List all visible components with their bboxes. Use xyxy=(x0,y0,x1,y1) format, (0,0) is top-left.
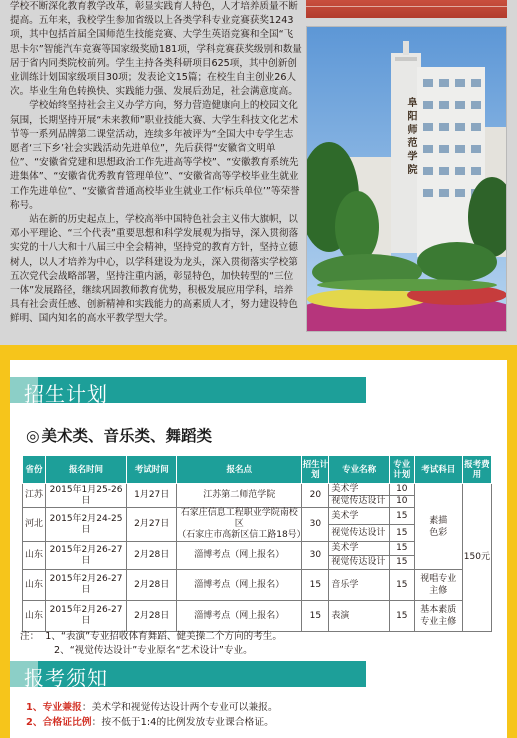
cell-subject-dance xyxy=(414,601,462,632)
table-row xyxy=(23,601,492,632)
cell-fee: 150元 xyxy=(462,484,491,632)
intro-paragraph-1: 学校不断深化教育教学改革，彰显实践育人特色，人才培养质量不断提高。五年来，我校学生参加省级以上各类学科专业竞赛获奖1243项，其中包括首届全国师范生技能竞赛、大学生英语竞赛和全国“飞思卡尔”智能汽车竞赛等国家级奖励181项，学科竞赛获奖级别和数量居于省内同类院校前列。学生主持各类科研项目625项，其中创新创业训练计划国家级项目30项；发表论文15篇；在校生自主创业26人次。毕业生角色转换快、实践能力强、发展后劲足，社会满意度高。 xyxy=(10,1,302,98)
cell-province: 山东 xyxy=(23,570,46,601)
requirement-text: 美术学和视觉传达设计两个专业可以兼报。 xyxy=(91,702,278,713)
cell-reg-time: 2015年2月26-27日 xyxy=(45,570,126,601)
section-title-band-plan xyxy=(10,377,366,406)
notes xyxy=(20,630,282,658)
cell-reg-time: 2015年2月24-25日 xyxy=(45,508,126,542)
site-address: （石家庄市高新区信工路18号） xyxy=(177,530,306,540)
cell-site: 淄博考点（网上报名） xyxy=(177,542,302,570)
cell-site: 江苏第二师范学院 xyxy=(177,484,302,508)
cell-reg-time: 2015年1月25-26日 xyxy=(45,484,126,508)
cell-major: 美术学 xyxy=(329,508,389,525)
requirement-item-2 xyxy=(26,715,278,730)
table-row xyxy=(23,570,492,601)
subject-dance-text: 基本素质专业主修 xyxy=(420,605,457,627)
subject-art-text: 素描色彩 xyxy=(429,515,448,538)
requirement-separator: ： xyxy=(81,702,92,713)
cell-plan: 20 xyxy=(302,484,329,508)
building-sign: 阜 阳 师 范 学 院 xyxy=(405,97,416,175)
cell-reg-time: 2015年2月26-27日 xyxy=(45,542,126,570)
cell-province: 山东 xyxy=(23,542,46,570)
requirements-list xyxy=(26,700,278,730)
section-title-band-notice xyxy=(10,661,366,690)
cell-quota: 15 xyxy=(389,525,414,542)
notes-label: 注： xyxy=(20,631,40,642)
section-title-notice: 报考须知 xyxy=(24,666,108,690)
intro-paragraph-2: 学校始终坚持社会主义办学方向，努力营造健康向上的校园文化氛围，长期坚持开展“未来教师”职业技能大赛、大学生科技文化艺术节等一系列品牌第二课堂活动，连续多年被评为“全国大中专学生志愿者‘三下乡’社会实践活动先进单位”，先后获得“安徽省文明单位”、“安徽省党建和思想政治工作先进高等学校”、“安徽教育系统先进集体”、“安徽省优秀教育管理单位”、“安徽省高等学校毕业生就业工作先进单位”、“安徽省普通高校毕业生就业工作‘标兵单位’”等荣誉称号。 xyxy=(10,100,300,211)
category-heading-text: 美术类、音乐类、舞蹈类 xyxy=(41,427,213,445)
cell-major: 音乐学 xyxy=(329,570,389,601)
cell-major: 表演 xyxy=(329,601,389,632)
bullet-circle-icon: ◎ xyxy=(26,427,40,445)
header-major-plan: 专业计划 xyxy=(389,456,414,484)
cell-exam-time: 1月27日 xyxy=(127,484,177,508)
requirement-item-1 xyxy=(26,700,278,715)
cell-plan: 15 xyxy=(302,570,329,601)
requirement-label: 1、专业兼报 xyxy=(26,702,82,713)
header-reg-time: 报名时间 xyxy=(45,456,126,484)
intro-paragraph-3: 站在新的历史起点上，学校高举中国特色社会主义伟大旗帜，以邓小平理论、“三个代表”重要思想和科学发展观为指导，深入贯彻落实党的十八大和十八届三中全会精神，坚持党的教育方针，坚持立德树人，以人才培养为中心，以学科建设为龙头，深入贯彻落实学校第五次党代会战略部署，坚持注重内涵，彰显特色，加快转型的“三位一体”发展路径，继续巩固教师教育优势，积极发展应用学科，培养具有社会责任感、创新精神和实践能力的高素质人才，努力建设特色鲜明、国内知名的高水平教学型大学。 xyxy=(10,214,299,325)
enrollment-plan-table xyxy=(22,455,492,632)
section-title-plan: 招生计划 xyxy=(24,382,108,406)
campus-building-photo xyxy=(306,26,507,332)
cell-major: 视觉传达设计 xyxy=(329,496,389,508)
cell-province: 河北 xyxy=(23,508,46,542)
requirement-label: 2、合格证比例 xyxy=(26,717,92,728)
table-header-row xyxy=(23,456,492,484)
note-item-2: 2、“视觉传达设计”专业原名“艺术设计”专业。 xyxy=(54,645,253,656)
cell-exam-time: 2月28日 xyxy=(127,601,177,632)
header-site: 报名点 xyxy=(177,456,302,484)
intro-section xyxy=(0,0,517,345)
cell-reg-time: 2015年2月26-27日 xyxy=(45,601,126,632)
cell-site: 淄博考点（网上报名） xyxy=(177,601,302,632)
cell-quota: 15 xyxy=(389,601,414,632)
requirement-separator: ： xyxy=(91,717,102,728)
running-track-photo xyxy=(306,0,507,18)
cell-quota: 10 xyxy=(389,496,414,508)
note-text-1: 1、“表演”专业招收体育舞蹈、健美操二个方向的考生。 xyxy=(45,631,282,642)
table-row xyxy=(23,484,492,496)
site-name: 石家庄信息工程职业学院南校区 xyxy=(180,508,298,529)
cell-plan: 30 xyxy=(302,542,329,570)
cell-province: 江苏 xyxy=(23,484,46,508)
cell-subject-art xyxy=(414,484,462,570)
header-plan: 招生计划 xyxy=(302,456,329,484)
cell-site: 淄博考点（网上报名） xyxy=(177,570,302,601)
cell-subject-music xyxy=(414,570,462,601)
cell-quota: 15 xyxy=(389,556,414,570)
cell-major: 美术学 xyxy=(329,484,389,496)
note-item-1 xyxy=(20,630,282,644)
header-province: 省份 xyxy=(23,456,46,484)
header-exam-time: 考试时间 xyxy=(127,456,177,484)
admissions-panel xyxy=(10,360,507,738)
category-heading xyxy=(26,424,212,446)
cell-exam-time: 2月28日 xyxy=(127,570,177,601)
header-major: 专业名称 xyxy=(329,456,389,484)
requirement-text: 按不低于1:4的比例发放专业课合格证。 xyxy=(101,717,274,728)
cell-plan: 15 xyxy=(302,601,329,632)
cell-quota: 15 xyxy=(389,542,414,556)
cell-exam-time: 2月27日 xyxy=(127,508,177,542)
subject-music-text: 视唱专业主修 xyxy=(420,574,457,596)
cell-major: 视觉传达设计 xyxy=(329,525,389,542)
cell-major: 视觉传达设计 xyxy=(329,556,389,570)
intro-text xyxy=(10,0,302,327)
header-fee: 报考费用 xyxy=(462,456,491,484)
cell-province: 山东 xyxy=(23,601,46,632)
cell-exam-time: 2月28日 xyxy=(127,542,177,570)
cell-site xyxy=(177,508,306,542)
cell-quota: 15 xyxy=(389,570,414,601)
header-subject: 考试科目 xyxy=(414,456,462,484)
campus-building-illustration xyxy=(307,27,507,332)
cell-quota: 15 xyxy=(389,508,414,525)
cell-quota: 10 xyxy=(389,484,414,496)
cell-major: 美术学 xyxy=(329,542,389,556)
cell-plan: 30 xyxy=(302,508,329,542)
